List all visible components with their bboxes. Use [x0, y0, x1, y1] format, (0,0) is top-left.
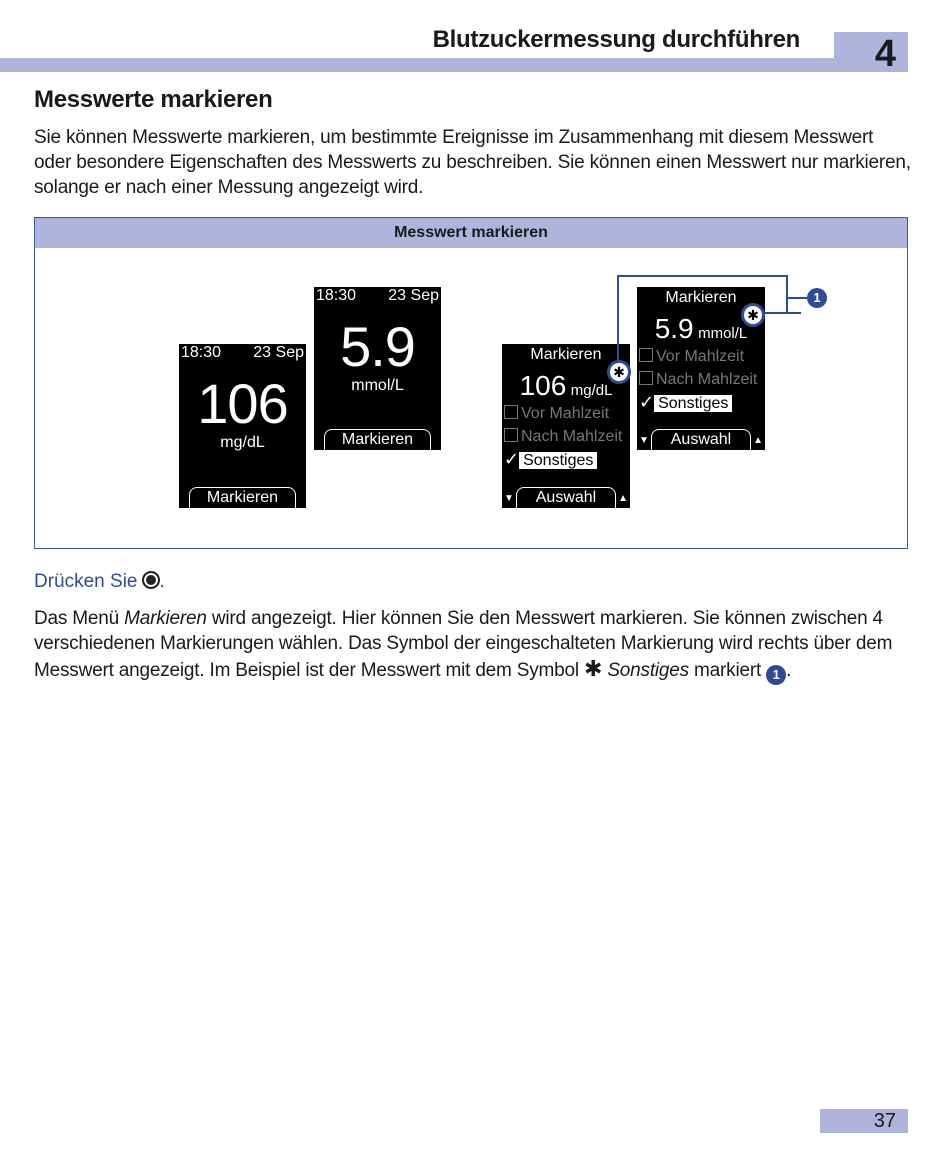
- measurement-value: 5.9: [340, 315, 415, 378]
- date: 23 Sep: [388, 287, 439, 304]
- measurement-value: 5.9: [654, 313, 694, 344]
- menu-item-vor-mahlzeit: Vor Mahlzeit: [502, 402, 630, 425]
- body-paragraph: Das Menü Markieren wird angezeigt. Hier können Sie den Messwert markieren. Sie können zwischen 4 verschiedenen Markierungen wählen. Das Symbol der eingeschalteten Markierung wird rechts über dem Messwert angezeigt. Im Beispiel ist der Messwert mit dem Symbol ✱ Sonstiges markiert 1 .: [34, 606, 914, 685]
- callout-number: 1: [807, 288, 827, 308]
- menu-item-sonstiges: ✓ Sonstiges: [502, 448, 630, 472]
- instruction: Drücken Sie .: [34, 571, 165, 592]
- date: 23 Sep: [253, 344, 304, 361]
- measurement-unit: mmol/L: [351, 377, 404, 394]
- menu-title: Markieren: [530, 346, 602, 363]
- page-number: 37: [873, 1110, 896, 1132]
- menu-item-nach-mahlzeit: Nach Mahlzeit: [637, 368, 765, 391]
- auswahl-softkey: Auswahl: [651, 429, 751, 450]
- menu-item-nach-mahlzeit: Nach Mahlzeit: [502, 425, 630, 448]
- page-number-box: [820, 1109, 908, 1133]
- ok-button-icon: [142, 571, 160, 589]
- sonstiges-symbol-icon: ✱: [584, 656, 603, 681]
- header-bar: [0, 58, 836, 72]
- chapter-number-box: [834, 32, 908, 75]
- checkmark-icon: ✓: [639, 392, 655, 412]
- callout-lines: [35, 218, 907, 548]
- markieren-softkey: Markieren: [189, 487, 296, 508]
- intro-paragraph: Sie können Messwerte markieren, um bestimmte Ereignisse im Zusammenhang mit diesem Messwert oder besondere Eigenschaften des Messwerts zu beschreiben. Sie können einen Messwert nur markieren, solange er nach einer Messung angezeigt wird.: [34, 127, 911, 198]
- auswahl-softkey: Auswahl: [516, 487, 616, 508]
- measurement-unit: mg/dL: [220, 434, 265, 451]
- arrow-down-icon: ▼: [639, 435, 649, 446]
- chapter-title: Blutzuckermessung durchführen: [432, 26, 800, 53]
- menu-title: Markieren: [665, 289, 737, 306]
- arrow-up-icon: ▲: [753, 435, 763, 446]
- section-title: Messwerte markieren: [34, 86, 273, 113]
- figure-caption: Messwert markieren: [35, 218, 907, 248]
- time: 18:30: [181, 344, 222, 361]
- time: 18:30: [316, 287, 357, 304]
- markieren-softkey: Markieren: [324, 429, 431, 450]
- chapter-number: 4: [874, 33, 896, 75]
- arrow-up-icon: ▲: [618, 493, 628, 504]
- sonstiges-marker-icon: ✱: [607, 360, 631, 384]
- sonstiges-marker-icon: ✱: [741, 303, 765, 327]
- menu-item-sonstiges: ✓ Sonstiges: [637, 391, 765, 415]
- checkmark-icon: ✓: [504, 449, 520, 469]
- measurement-unit: mg/dL: [570, 382, 613, 399]
- menu-item-vor-mahlzeit: Vor Mahlzeit: [637, 345, 765, 368]
- callout-line-1: [618, 276, 801, 362]
- measurement-unit: mmol/L: [698, 325, 748, 342]
- callout-number: 1: [766, 665, 786, 685]
- arrow-down-icon: ▼: [504, 493, 514, 504]
- figure: [34, 217, 908, 549]
- measurement-value: 106: [197, 372, 288, 435]
- measurement-value: 106: [519, 370, 567, 401]
